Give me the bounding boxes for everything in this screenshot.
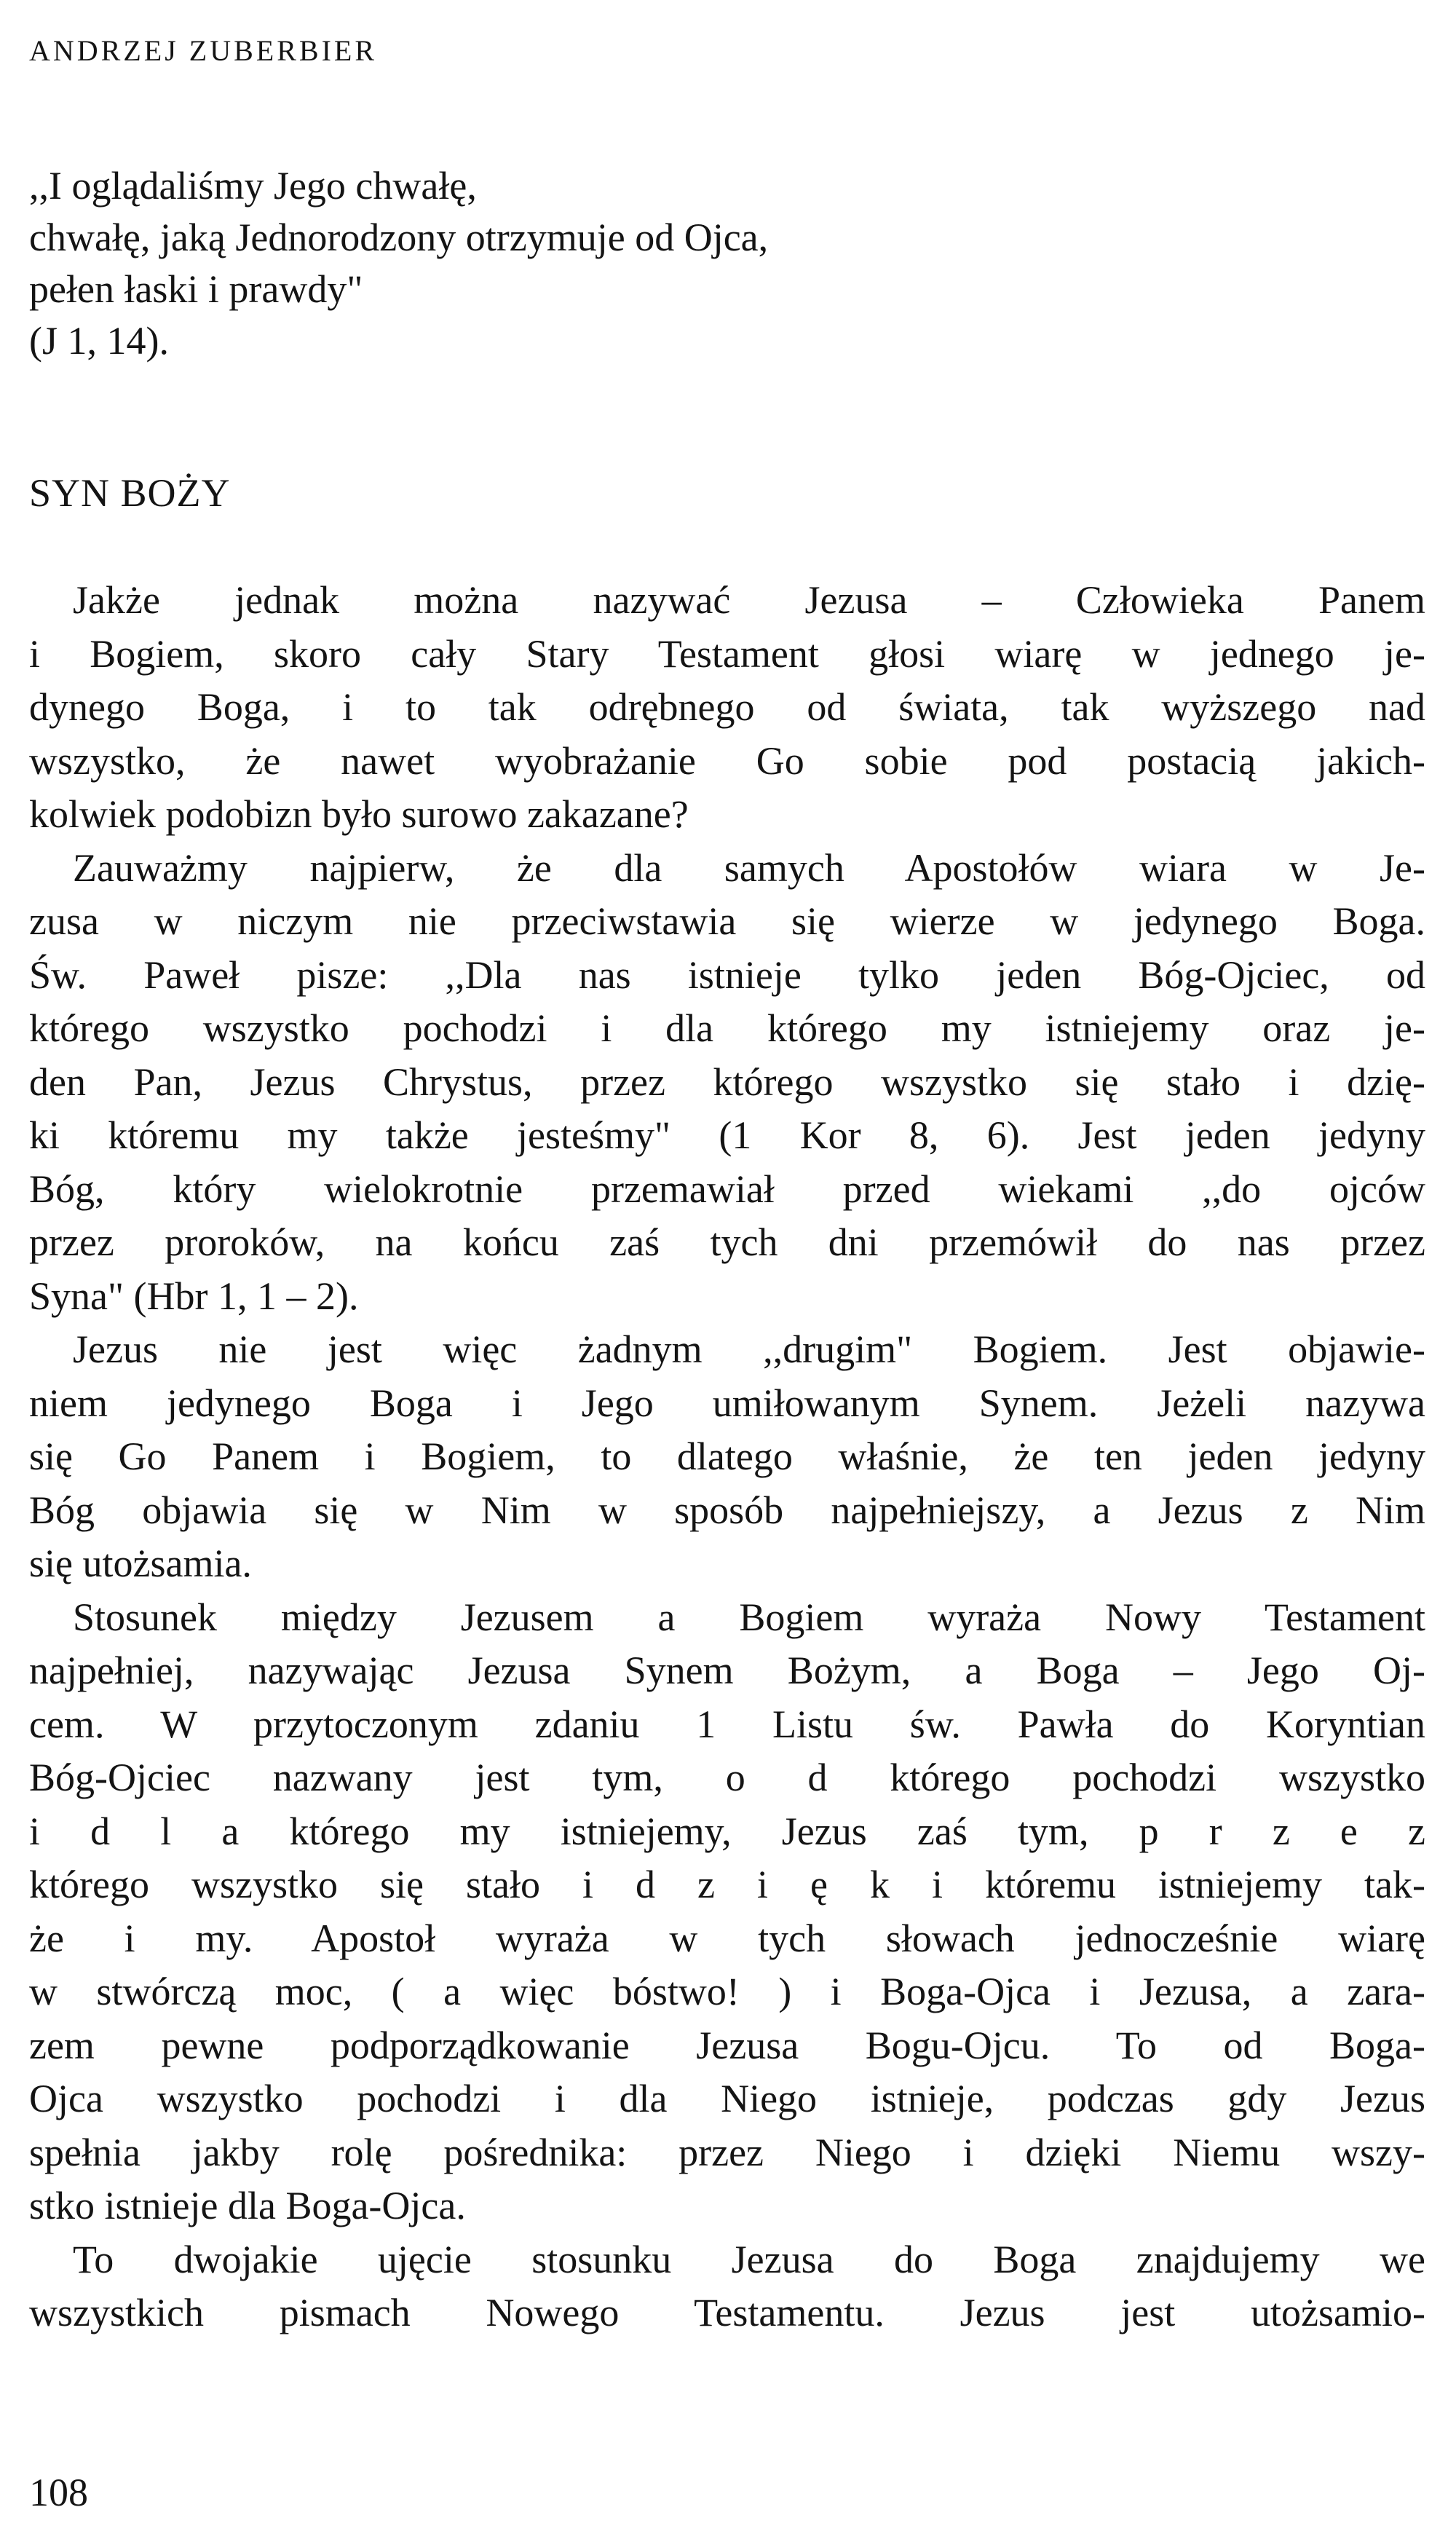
body-line: Bóg objawia się w Nim w sposób najpełniejszy, a Jezus z Nim — [29, 1488, 1425, 1532]
body-line: zusa w niczym nie przeciwstawia się wierze w jedynego Boga. — [29, 899, 1425, 943]
body-line: spełnia jakby rolę pośrednika: przez Niego i dzięki Niemu wszy- — [29, 2130, 1425, 2174]
body-line: Św. Paweł pisze: ,,Dla nas istnieje tylko jeden Bóg-Ojciec, od — [29, 952, 1425, 997]
body-line: Syna" (Hbr 1, 1 – 2). — [29, 1274, 359, 1318]
body-line: się utożsamia. — [29, 1542, 252, 1585]
body-line: To dwojakie ujęcie stosunku Jezusa do Boga znajdujemy we — [73, 2237, 1425, 2281]
body-line: najpełniej, nazywając Jezusa Synem Bożym, a Boga – Jego Oj- — [29, 1649, 1425, 1692]
body-line: niem jedynego Boga i Jego umiłowanym Synem. Jeżeli nazywa — [29, 1381, 1425, 1425]
body-line: Zauważmy najpierw, że dla samych Apostołów wiara w Je- — [73, 845, 1425, 890]
body-line: ki któremu my także jesteśmy" (1 Kor 8, 6). Jest jeden jedyny — [29, 1113, 1425, 1157]
body-line: że i my. Apostoł wyraża w tych słowach jednocześnie wiarę — [29, 1916, 1425, 1960]
body-line: dynego Boga, i to tak odrębnego od świata, tak wyższego nad — [29, 685, 1425, 729]
body-line: Bóg-Ojciec nazwany jest tym, o d którego pochodzi wszystko — [29, 1756, 1425, 1799]
body-line: w stwórczą moc, ( a więc bóstwo! ) i Boga-Ojca i Jezusa, a zara- — [29, 1970, 1425, 2013]
body-line: i d l a którego my istniejemy, Jezus zaś tym, p r z e z — [29, 1809, 1425, 1853]
motto-line: ,,I oglądaliśmy Jego chwałę, — [29, 164, 477, 208]
body-line: Jezus nie jest więc żadnym ,,drugim" Bogiem. Jest objawie- — [73, 1327, 1425, 1371]
body-line: którego wszystko pochodzi i dla którego my istniejemy oraz je- — [29, 1006, 1425, 1050]
page-number: 108 — [29, 2471, 88, 2514]
body-line: den Pan, Jezus Chrystus, przez którego wszystko się stało i dzię- — [29, 1059, 1425, 1104]
body-line: zem pewne podporządkowanie Jezusa Bogu-Ojcu. To od Boga- — [29, 2023, 1425, 2067]
body-line: cem. W przytoczonym zdaniu 1 Listu św. Pawła do Koryntian — [29, 1702, 1425, 1746]
body-line: wszystkich pismach Nowego Testamentu. Jezus jest utożsamio- — [29, 2291, 1425, 2334]
motto-line: pełen łaski i prawdy" — [29, 267, 363, 311]
body-line: Stosunek między Jezusem a Bogiem wyraża Nowy Testament — [73, 1595, 1425, 1639]
body-line: i Bogiem, skoro cały Stary Testament głosi wiarę w jednego je- — [29, 631, 1425, 676]
body-line: kolwiek podobizn było surowo zakazane? — [29, 792, 689, 836]
section-title: SYN BOŻY — [29, 471, 231, 515]
body-text — [29, 574, 1425, 2340]
motto-quote — [29, 160, 768, 367]
body-line: stko istnieje dla Boga-Ojca. — [29, 2184, 466, 2227]
running-head: ANDRZEJ ZUBERBIER — [29, 34, 377, 67]
body-line: którego wszystko się stało i d z i ę k i któremu istniejemy tak- — [29, 1863, 1425, 1906]
body-line: Ojca wszystko pochodzi i dla Niego istnieje, podczas gdy Jezus — [29, 2077, 1425, 2120]
motto-citation: (J 1, 14). — [29, 319, 169, 363]
body-line: Jakże jednak można nazywać Jezusa – Człowieka Panem — [73, 578, 1425, 622]
motto-line: chwałę, jaką Jednorodzony otrzymuje od Ojca, — [29, 216, 769, 259]
body-line: Bóg, który wielokrotnie przemawiał przed wiekami ,,do ojców — [29, 1167, 1425, 1211]
body-line: przez proroków, na końcu zaś tych dni przemówił do nas przez — [29, 1220, 1425, 1264]
body-line: wszystko, że nawet wyobrażanie Go sobie pod postacią jakich- — [29, 738, 1425, 783]
body-line: się Go Panem i Bogiem, to dlatego właśnie, że ten jeden jedyny — [29, 1434, 1425, 1478]
